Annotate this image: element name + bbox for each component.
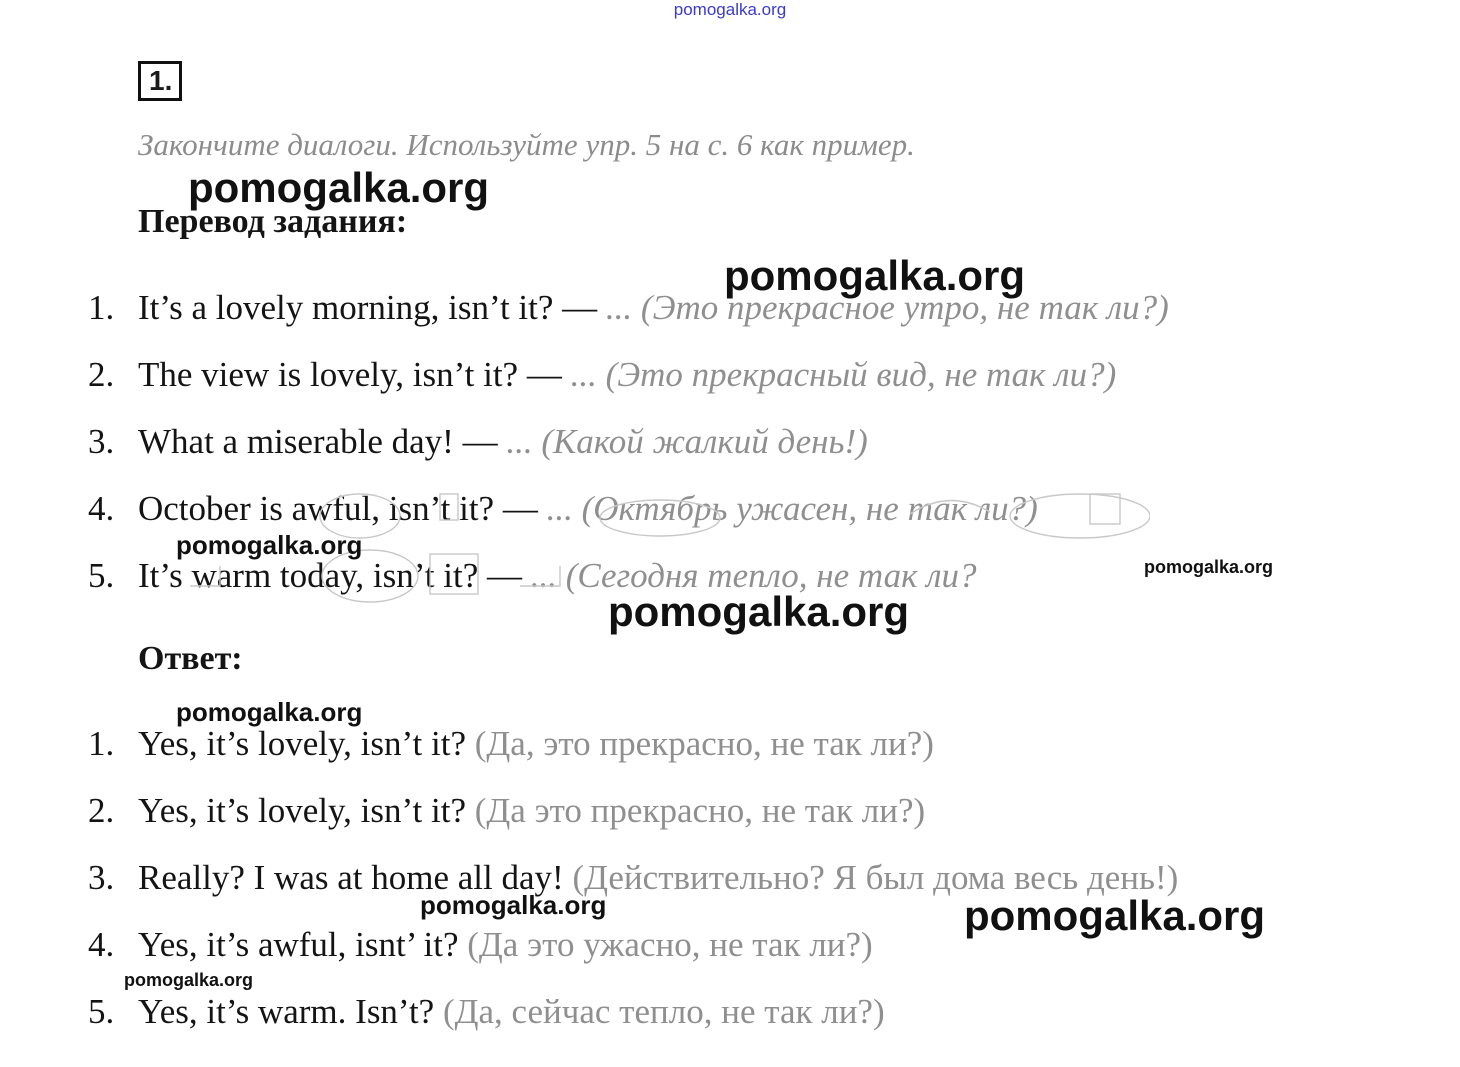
watermark: pomogalka.org: [1144, 557, 1274, 577]
question-translation: ... (Это прекрасное утро, не так ли?): [605, 288, 1169, 327]
answer-translation: (Да, сейчас тепло, не так ли?): [442, 992, 885, 1031]
answer-number: 5.: [88, 992, 115, 1031]
exercise-number-box: 1.: [138, 61, 182, 101]
answer-item: [88, 791, 925, 831]
answer-translation: (Действительно? Я был дома весь день!): [572, 858, 1179, 897]
question-number: 5.: [88, 556, 115, 595]
question-number: 4.: [88, 489, 115, 528]
question-translation: ... (Сегодня тепло, не так ли?: [530, 556, 977, 595]
answer-number: 2.: [88, 791, 115, 830]
watermark: pomogalka.org: [124, 970, 254, 990]
answer-item: [88, 992, 885, 1032]
answer-item: [88, 724, 934, 764]
question-number: 2.: [88, 355, 115, 394]
watermark: pomogalka.org: [724, 252, 1026, 299]
answer-translation: (Да, это прекрасно, не так ли?): [474, 724, 934, 763]
watermark: pomogalka.org: [176, 530, 363, 560]
answer-text: Really? I was at home all day!: [138, 858, 573, 897]
answer-number: 3.: [88, 858, 115, 897]
task-instruction: Закончите диалоги. Используйте упр. 5 на с. 6 как пример.: [138, 127, 915, 162]
question-item: [88, 422, 868, 462]
translation-heading: Перевод задания:: [138, 203, 408, 240]
question-translation: ... (Какой жалкий день!): [506, 422, 868, 461]
answer-text: Yes, it’s lovely, isn’t it?: [138, 791, 475, 830]
question-text: October is awful, isn’t it? —: [138, 489, 547, 528]
question-translation: ... (Октябрь ужасен, не так ли?): [546, 489, 1038, 528]
answer-text: Yes, it’s warm. Isn’t?: [138, 992, 443, 1031]
answer-number: 4.: [88, 925, 115, 964]
answer-number: 1.: [88, 724, 115, 763]
answer-heading: Ответ:: [138, 640, 243, 677]
question-text: It’s warm today, isn’t it? —: [138, 556, 531, 595]
question-item: [88, 355, 1116, 395]
question-number: 1.: [88, 288, 115, 327]
answer-text: Yes, it’s awful, isnt’ it?: [138, 925, 468, 964]
question-number: 3.: [88, 422, 115, 461]
watermark: pomogalka.org: [608, 588, 910, 635]
answer-translation: (Да это ужасно, не так ли?): [467, 925, 873, 964]
watermark: pomogalka.org: [964, 892, 1266, 939]
answer-item: [88, 925, 873, 965]
answer-text: Yes, it’s lovely, isn’t it?: [138, 724, 475, 763]
watermark: pomogalka.org: [188, 164, 490, 211]
answer-translation: (Да это прекрасно, не так ли?): [474, 791, 926, 830]
watermark: pomogalka.org: [420, 890, 607, 920]
site-header-link[interactable]: pomogalka.org: [673, 0, 787, 19]
watermark: pomogalka.org: [176, 697, 363, 727]
question-text: It’s a lovely morning, isn’t it? —: [138, 288, 606, 327]
question-text: The view is lovely, isn’t it? —: [138, 355, 571, 394]
question-translation: ... (Это прекрасный вид, не так ли?): [570, 355, 1117, 394]
question-text: What a miserable day! —: [138, 422, 507, 461]
